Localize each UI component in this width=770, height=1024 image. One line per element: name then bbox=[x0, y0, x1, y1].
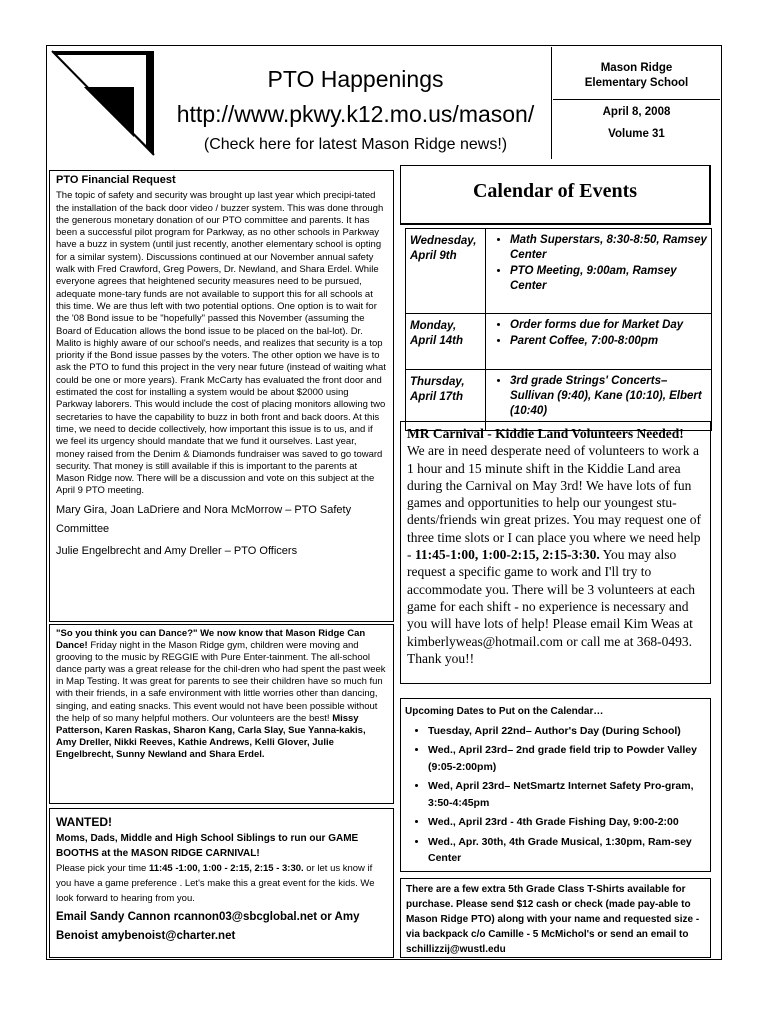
dance-body: Friday night in the Mason Ridge gym, children were moving and grooving to the music by REGGIE with Pure Enter-tainment. The all-school dance party was a great release for the chil-dren who had spent the past week in Map Testing. It was great for parents to see their children have so much fun with their friends, in a safe environment with little worries other than dancing, singing, and eating snacks. This event would not have been possible without the help of so many helpful mothers. Our volunteers are the best! bbox=[56, 640, 386, 724]
safety-committee: Mary Gira, Joan LaDriere and Nora McMorrow – PTO Safety Committee bbox=[56, 503, 352, 535]
school-name-line2: Elementary School bbox=[584, 77, 689, 89]
tshirt-notice: There are a few extra 5th Grade Class T-Shirts available for purchase. Please send $12 cash or check (made pay-able to Mason Ridge PTO) along with your name and requested size - via backpack c/o Camille - 5 McMichol's or send an email to schillizzij@wustl.edu bbox=[400, 878, 711, 958]
issue-date: April 8, 2008 bbox=[602, 106, 671, 118]
calendar-title: Calendar of Events bbox=[472, 180, 638, 202]
wanted-times: 11:45 -1:00, 1:00 - 2:15, 2:15 - 3:30. bbox=[148, 863, 304, 874]
school-name bbox=[553, 61, 720, 91]
calendar-event: • Math Superstars, 8:30-8:50, Ramsey Center bbox=[510, 233, 709, 263]
financial-request-article bbox=[49, 170, 394, 622]
carnival-heading: MR Carnival - Kiddie Land Volunteers Needed! bbox=[407, 426, 684, 441]
wanted-heading: WANTED! bbox=[56, 815, 112, 829]
calendar-events bbox=[486, 314, 711, 369]
upcoming-item: • Tuesday, April 22nd– Author's Day (During School) bbox=[428, 723, 706, 740]
pto-logo bbox=[48, 47, 158, 159]
pto-officers: Julie Engelbrecht and Amy Dreller – PTO Officers bbox=[56, 544, 298, 557]
upcoming-heading: Upcoming Dates to Put on the Calendar… bbox=[405, 706, 604, 717]
calendar-event: • 3rd grade Strings' Concerts– Sullivan (9:40), Kane (10:10), Elbert (10:40) bbox=[510, 374, 709, 419]
carnival-article bbox=[400, 421, 711, 684]
wanted-body-post: or let us know if you have a game preference . Let's make this a great event for the kids. We look forward to hearing from you. bbox=[56, 863, 375, 904]
calendar-row bbox=[405, 228, 712, 314]
issue-info bbox=[553, 47, 720, 159]
carnival-body-post: You may also request a specific game to work and I'll try to accommodate you. There will be 3 volunteers at each game for each shift - no experience is necessary and you will have lots of help! Please email Kim Weas at kimberlyweas@hotmail.com or call me at 368-0493. Thank you!! bbox=[407, 547, 696, 666]
upcoming-item: • Wed., April 23rd - 4th Grade Fishing Day, 9:00-2:00 bbox=[428, 814, 706, 831]
calendar-title-box bbox=[400, 165, 711, 225]
website-note: (Check here for latest Mason Ridge news!) bbox=[203, 136, 508, 153]
wanted-lead: Moms, Dads, Middle and High School Siblings to run our GAME BOOTHS at the MASON RIDGE CARNIVAL! bbox=[56, 833, 359, 859]
newsletter-title: PTO Happenings bbox=[267, 66, 444, 92]
calendar-events bbox=[486, 229, 711, 313]
calendar-event: • Order forms due for Market Day bbox=[510, 318, 709, 333]
carnival-body-pre: We are in need desperate need of volunteers to work a 1 hour and 15 minute shift in the Kiddie Land area during the Carnival on May 3rd! We have lots of fun games and opportunities to help our youngest stu-dents/friends win great prizes. You may request one of three time slots or I can place you where we need help - bbox=[407, 443, 701, 563]
upcoming-item: • Wed, April 23rd– NetSmartz Internet Safety Pro-gram, 3:50-4:45pm bbox=[428, 778, 706, 811]
carnival-times: 11:45-1:00, 1:00-2:15, 2:15-3:30. bbox=[414, 547, 600, 563]
upcoming-dates bbox=[400, 698, 711, 872]
calendar-row bbox=[405, 313, 712, 370]
website-link[interactable]: http://www.pkwy.k12.mo.us/mason/ bbox=[176, 101, 535, 127]
financial-heading: PTO Financial Request bbox=[56, 174, 176, 186]
wanted-article bbox=[49, 808, 394, 958]
issue-volume: Volume 31 bbox=[608, 128, 665, 140]
calendar-event: • PTO Meeting, 9:00am, Ramsey Center bbox=[510, 264, 709, 294]
dance-article bbox=[49, 624, 394, 804]
wanted-contact[interactable]: Email Sandy Cannon rcannon03@sbcglobal.net or Amy Benoist amybenoist@charter.net bbox=[56, 911, 360, 942]
upcoming-item: • Wed., April 23rd– 2nd grade field trip to Powder Valley (9:05-2:00pm) bbox=[428, 742, 706, 775]
dance-volunteers: Missy Patterson, Karen Raskas, Sharon Kang, Carla Slay, Sue Yanna-kakis, Amy Dreller, Nikki Reeves, Kathie Andrews, Kelli Glover, Julie Engelbrecht, Sunny Newland and Shara Erdel. bbox=[56, 712, 366, 760]
calendar-event: • Parent Coffee, 7:00-8:00pm bbox=[510, 334, 709, 349]
financial-body: The topic of safety and security was brought up last year which precipi-tated the installation of the back door video / buzzer system. This was done through the generous monetary donation of our PTO committee and parents. It has been a successful pilot program for Parkway, as no other schools in Parkway have a buzz in system (until just recently, another elementary school is opting for a similar system). Discussions continued at our November annual safety walk with Fred Crawford, Greg Powers, Dr. Newland, and Shara Erdel. While everyone agrees that heightened security measures need to be pursued, adequate mone-tary funds are not available to support this for all schools at this time. We are thus left with two potential options. One option is to wait for the '08 Bond issue to be "hopefully" passed this November (assuming the Board of Education allows the bond issue to be placed on the bal-lot). Dr. Malito is highly aware of our school's needs, and realizes that security is a top priority if the Bond issue passes by the voters. The other option we have is to ask the PTO to fund this project in the very near future (instead of waiting what could be one or more years). Frank McCarty has evaluated the front door and estimated the cost for installing a system would be about $2000 using Parkway laborers. This would include the cost of placing monitors allowing two secretaries to have the capability to buzz in both front and back doors. At this time, we need to decide collectively, how important this issue is to us, and if we feel its urgency should mandate that we fund it ourselves. Last year, money raised from the Denim & Diamonds fundraiser was saved to go toward security. That money is still available if this is important to the parents at Mason Ridge now. There will be a discussion and vote on this subject at the April 9 PTO meeting. bbox=[56, 190, 386, 497]
upcoming-item: • Wed., Apr. 30th, 4th Grade Musical, 1:30pm, Ram-sey Center bbox=[428, 834, 706, 867]
divider bbox=[553, 99, 720, 100]
calendar-day: Wednesday, April 9th bbox=[406, 229, 486, 313]
calendar-day: Monday, April 14th bbox=[406, 314, 486, 369]
calendar-day: Thursday, April 17th bbox=[406, 370, 486, 430]
school-name-line1: Mason Ridge bbox=[600, 62, 673, 74]
dance-lead: "So you think you can Dance?" We now know that Mason Ridge Can Dance! bbox=[56, 628, 366, 652]
masthead bbox=[160, 47, 552, 159]
wanted-body-pre: Please pick your time bbox=[56, 863, 149, 874]
